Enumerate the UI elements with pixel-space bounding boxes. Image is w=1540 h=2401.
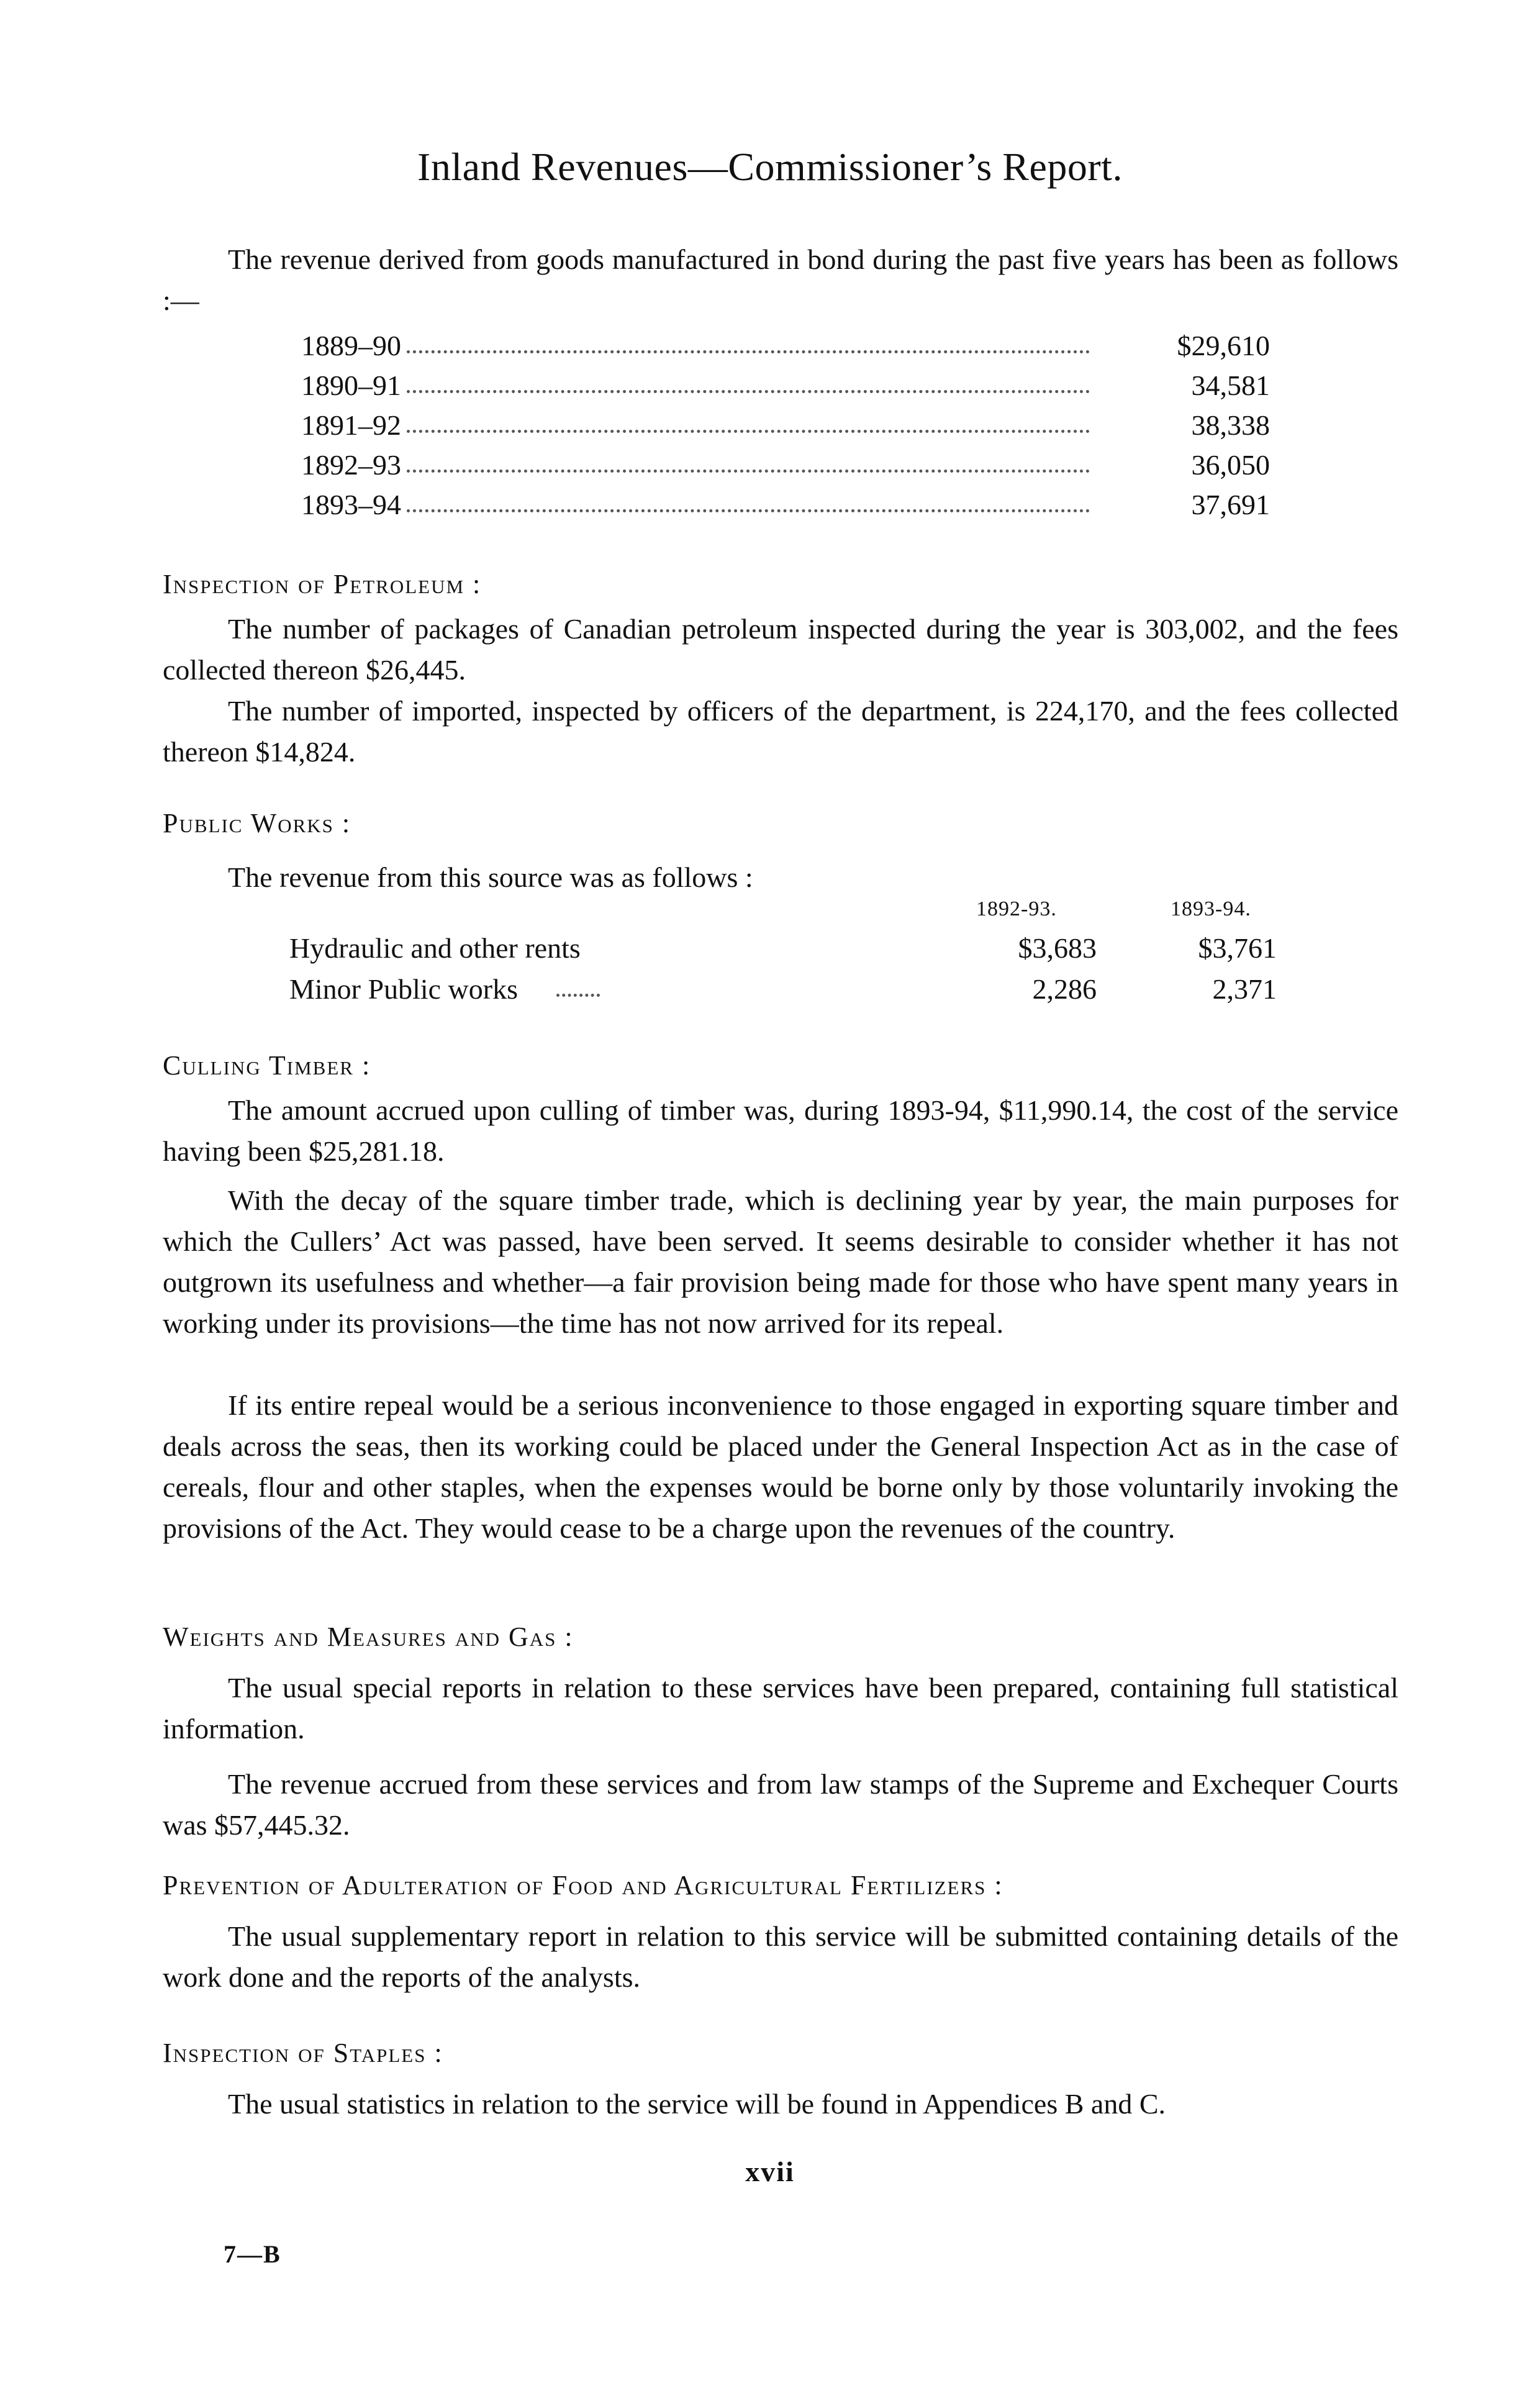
leader-dots: [407, 470, 1090, 473]
table-row: [301, 448, 1270, 488]
petroleum-paragraph-2: The number of imported, inspected by officers of the department, is 224,170, and the fees collected thereon $14,824.: [163, 695, 1398, 768]
leader-dots: [407, 509, 1090, 512]
table-row: [301, 369, 1270, 409]
bonded-intro: The revenue derived from goods manufactured in bond during the past five years has been as follows :—: [163, 243, 1398, 316]
year-label: 1891–92: [301, 409, 405, 442]
year-label: 1889–90: [301, 329, 405, 362]
section-heading-staples: Inspection of Staples :: [163, 2038, 443, 2068]
value-1892-93: $3,683: [1018, 932, 1097, 964]
year-value: $29,610: [1177, 330, 1270, 361]
year-label: 1890–91: [301, 369, 405, 402]
weights-paragraph-2: The revenue accrued from these services and from law stamps of the Supreme and Exchequer Courts was $57,445.32.: [163, 1768, 1398, 1841]
table-row: [301, 329, 1270, 369]
year-label: 1893–94: [301, 488, 405, 521]
leader-dots: [407, 430, 1090, 433]
petroleum-paragraph-1: The number of packages of Canadian petroleum inspected during the year is 303,002, and the fees collected thereon $26,445.: [163, 613, 1398, 686]
signature-mark: 7—B: [224, 2240, 281, 2268]
year-label: 1892–93: [301, 448, 405, 481]
value-1893-94: $3,761: [1198, 932, 1277, 964]
culling-paragraph-2: With the decay of the square timber trade, which is declining year by year, the main purposes for which the Cullers’ Act was passed, have been served. It seems desirable to consider whether it has not outgrown its usefulness and whether—a fair provision being made for those who have spent many years in working under its provisions—the time has not now arrived for its repeal.: [163, 1184, 1398, 1339]
page-number: xvii: [745, 2156, 795, 2187]
year-value: 36,050: [1191, 449, 1270, 481]
row-label: Minor Public works: [289, 973, 522, 1005]
page-title: Inland Revenues—Commissioner’s Report.: [417, 145, 1123, 189]
year-value: 38,338: [1191, 409, 1270, 441]
weights-paragraph-1: The usual special reports in relation to these services have been prepared, containing full statistical information.: [163, 1672, 1398, 1745]
year-value: 34,581: [1191, 370, 1270, 401]
year-value: 37,691: [1191, 489, 1270, 520]
public-works-intro: The revenue from this source was as follows :: [228, 861, 753, 893]
section-heading-petroleum: Inspection of Petroleum :: [163, 569, 482, 599]
value-1892-93: 2,286: [1032, 973, 1097, 1005]
leader-dots: [407, 350, 1090, 353]
table-row: [289, 973, 1277, 1012]
value-1893-94: 2,371: [1212, 973, 1277, 1005]
row-label: Hydraulic and other rents: [289, 932, 584, 964]
section-heading-weights-measures: Weights and Measures and Gas :: [163, 1622, 574, 1652]
staples-paragraph: The usual statistics in relation to the service will be found in Appendices B and C.: [228, 2088, 1166, 2120]
culling-paragraph-3: If its entire repeal would be a serious inconvenience to those engaged in exporting square timber and deals across the seas, then its working could be placed under the General Inspection Act as in the case of cereals, flour and other staples, when the expenses would be borne only by those voluntarily invoking the provisions of the Act. They would cease to be a charge upon the revenues of the country.: [163, 1389, 1398, 1544]
table-row: [289, 932, 1277, 971]
section-heading-adulteration: Prevention of Adulteration of Food and Agricultural Fertilizers :: [163, 1870, 1003, 1900]
leader-dots: [407, 390, 1090, 393]
culling-paragraph-1: The amount accrued upon culling of timber was, during 1893-94, $11,990.14, the cost of the service having been $25,281.18.: [163, 1094, 1398, 1167]
column-header-1892-93: 1892-93.: [976, 897, 1057, 920]
table-row: [301, 409, 1270, 448]
section-heading-culling-timber: Culling Timber :: [163, 1050, 371, 1081]
column-header-1893-94: 1893-94.: [1171, 897, 1251, 920]
leader-dots: [556, 994, 600, 997]
table-row: [301, 488, 1270, 528]
section-heading-public-works: Public Works :: [163, 808, 351, 838]
adulteration-paragraph: The usual supplementary report in relation to this service will be submitted containing details of the work done and the reports of the analysts.: [163, 1920, 1398, 1993]
